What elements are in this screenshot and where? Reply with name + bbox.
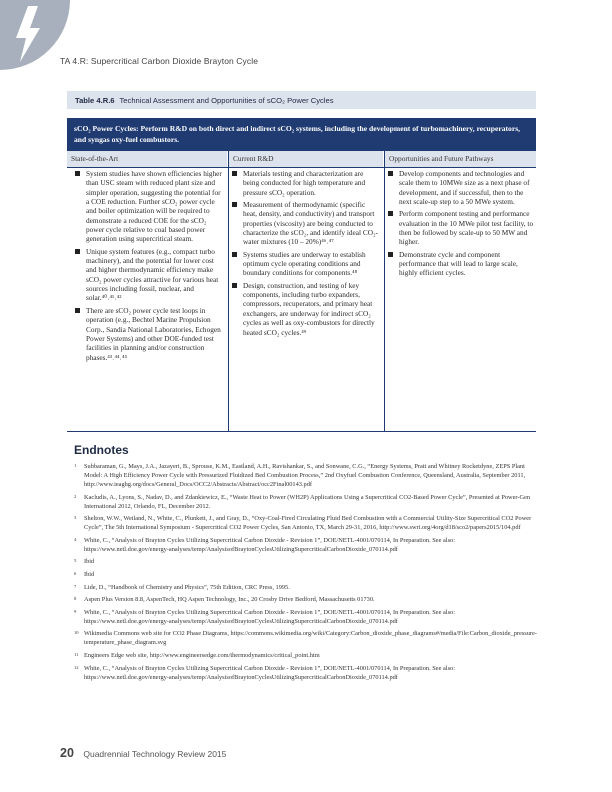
bullet-square-icon [388, 211, 393, 216]
list-item: Measurement of thermodynamic (specific heat, density, and conductivity) and transport properties (viscosity) are being conducted to characterize the sCO₂, and identify ideal CO₂-water mixtures (10 – 20%)⁴⁶˒⁴⁷ [231, 200, 379, 247]
table-caption [67, 91, 536, 109]
table-number: Table 4.R.6 [75, 96, 115, 105]
bullet-square-icon [388, 171, 393, 176]
bullet-square-icon [232, 283, 237, 288]
list-item: Systems studies are underway to establish optimum cycle operating conditions and boundary conditions for components.⁴⁸ [231, 250, 379, 278]
list-item: Unique system features (e.g., compact turbo machinery), and the potential for lower cost and higher thermodynamic efficiency make sCO₂ power cycles attractive for various heat sources including fossil, nuclear, and solar.⁴⁰˒⁴¹˒⁴² [74, 247, 224, 303]
endnote-item: 9 White, C., “Analysis of Brayton Cycles Utilizing Supercritical Carbon Dioxide - Revision 1”, DOE/NETL-4001/070114, In Preparation. See also: https://www.netl.doe.gov/energy-analyses/temp/AnalysisofBraytonCyclesUtilizingSupercriticalCarbonDioxide_070114.pdf [74, 608, 455, 625]
section-title: TA 4.R: Supercritical Carbon Dioxide Brayton Cycle [60, 56, 259, 66]
endnote-item: 3 Shelton, W.W., Weiland, N., White, C., Plunkett, J., and Gray, D., “Oxy-Coal-Fired Circulating Fluid Bed Combustion with a Commercial Utility-Size Supercritical CO2 Power Cycle”, The 5th International Symposium - Supercritical CO2 Power Cycles, San Antonio, TX, March 29-31, 2016, http://www.swri.org/4org/d18/sco2/papers2015/104.pdf [74, 515, 532, 532]
table-rule [67, 431, 536, 432]
bullet-square-icon [232, 171, 237, 176]
endnote-item: 5 Ibid [74, 558, 95, 566]
bullet-square-icon [75, 308, 80, 313]
list-item: There are sCO₂ power cycle test loops in operation (e.g., Bechtel Marine Propulsion Corp., Sandia National Laboratories, Echogen Power Systems) and other DOE-funded test facilities in planning and/or construction phases.⁴³˒⁴⁴˒⁴⁵ [74, 306, 224, 362]
endnote-item: 1 Subbaraman, G., Mays, J.A., Jazayeri, B., Sprouse, K.M., Eastland, A.H., Ravishankar, S., and Sonwane, C.G., “Energy Systems, Pratt and Whitney Rocketdyne, ZEPS Plant Model: A High Efficiency Power Cycle with Pressurized Fluidized Bed Combustion Process,” 2nd Oxyfuel Combustion Conference, Queensland, Australia, September 2011, http://www.ieaghg.org/docs/General_Docs/OCC2/Abstracts/Abstract/occ2Final00143.pdf [74, 463, 526, 488]
bullet-square-icon [232, 202, 237, 207]
bullet-square-icon [388, 252, 393, 257]
endnote-item: 6 Ibid [74, 570, 95, 578]
page-number: 20 [60, 746, 74, 760]
endnotes-heading: Endnotes [74, 443, 129, 457]
endnote-item: 8 Aspen Plus Version 8.8, AspenTech, HQ Aspen Technology, Inc., 20 Crosby Drive Bedford, Massachusetts 01730. [74, 596, 375, 604]
list-item: Perform component testing and performance evaluation in the 10 MWe pilot test facility, to then be followed by scale-up to 50 MW and higher. [387, 209, 534, 246]
table-rule [67, 150, 536, 151]
endnote-item: 12 White, C., “Analysis of Brayton Cycles Utilizing Supercritical Carbon Dioxide - Revision 1”, DOE/NETL-4001/070114, In Preparation. See also: https://www.netl.doe.gov/energy-analyses/temp/AnalysisofBraytonCyclesUtilizingSupercriticalCarbonDioxide_070114.pdf [74, 664, 455, 681]
list-item: System studies have shown efficiencies higher than USC steam with reduced plant size and simpler operation, suggesting the potential for a COE reduction. Further sCO₂ power cycle and boiler optimization will be required to demonstrate a reduced COE for the sCO₂ power cycle relative to coal based power generation using supercritical steam. [74, 169, 224, 244]
endnote-item: 2 Kacludis, A., Lyons, S., Nadav, D., and Zdankiewicz, E., “Waste Heat to Power (WH2P) Applications Using a Supercritical CO2-Based Power Cycle”, Presented at Power-Gen International 2012, Orlando, FL, December 2012. [74, 493, 531, 510]
list-item: Materials testing and characterization are being conducted for high temperature and pressure sCO₂ operation. [231, 169, 379, 197]
column-heading-future-pathways: Opportunities and Future Pathways [385, 151, 536, 167]
list-item: Design, construction, and testing of key components, including turbo expanders, compressors, recuperators, and primary heat exchangers, are underway for indirect sCO₂ cycles as well as oxy-combustors for directly heated sCO₂ cycles.⁴⁹ [231, 281, 379, 337]
column-future-pathways [387, 169, 534, 281]
column-heading-current-rd: Current R&D [229, 151, 383, 167]
table-rule [67, 167, 536, 168]
list-item: Develop components and technologies and scale them to 10MWe size as a next phase of development, and if successful, then to the next scale-up step to a 50 MWe system. [387, 169, 534, 206]
endnote-item: 11 Engineers Edge web site, http://www.engineersedge.com/thermodynamics/critical_point.htm [74, 651, 320, 659]
endnote-item: 7 Lide, D., “Handbook of Chemistry and Physics”, 75th Edition, CRC Press, 1995. [74, 583, 290, 591]
table-caption-text: Technical Assessment and Opportunities of sCO₂ Power Cycles [119, 96, 334, 105]
column-divider [228, 151, 229, 431]
list-item: Demonstrate cycle and component performance that will lead to large scale, highly efficient cycles. [387, 250, 534, 278]
page-footer [60, 744, 226, 762]
column-divider [384, 151, 385, 431]
publication-title: Quadrennial Technology Review 2015 [83, 749, 227, 759]
column-state-of-art [74, 169, 224, 365]
endnote-item: 4 White, C., “Analysis of Brayton Cycles Utilizing Supercritical Carbon Dioxide - Revision 1”, DOE/NETL-4001/070114, In Preparation. See also: https://www.netl.doe.gov/energy-analyses/temp/AnalysisofBraytonCyclesUtilizingSupercriticalCarbonDioxide_070114.pdf [74, 536, 455, 553]
endnotes-list [74, 462, 539, 685]
endnote-item: 10 Wikimedia Commons web site for CO2 Phase Diagrams, https://commons.wikimedia.org/wiki/Category:Carbon_dioxide_phase_diagrams#/media/File:Carbon_dioxide_pressure-temperature_phase_diagram.svg [74, 630, 537, 647]
column-current-rd [231, 169, 379, 340]
bullet-square-icon [75, 249, 80, 254]
bullet-square-icon [75, 171, 80, 176]
column-heading-state-of-art: State-of-the-Art [67, 151, 227, 167]
table-banner: sCO₂ Power Cycles: Perform R&D on both direct and indirect sCO₂ systems, including the development of turbomachinery, recuperators, and syngas oxy-fuel combustors. [67, 118, 536, 150]
bullet-square-icon [232, 252, 237, 257]
